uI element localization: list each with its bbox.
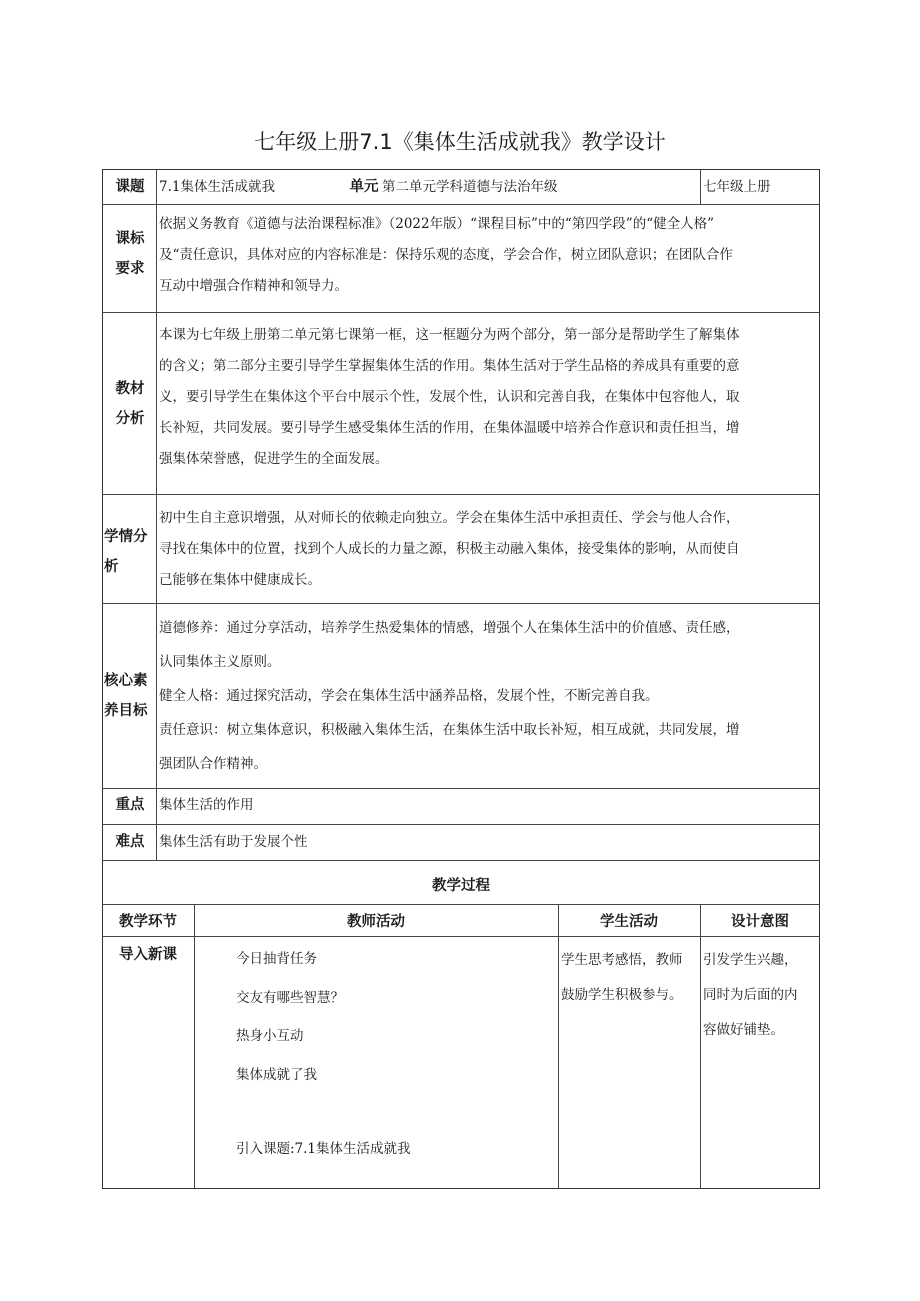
learners-line: 己能够在集体中健康成长。 (159, 572, 321, 588)
learners-line: 寻找在集体中的位置，找到个人成长的力量之源，积极主动融入集体，接受集体的影响，从而使自 (159, 541, 740, 557)
teacher-item: 引入课题:7.1集体生活成就我 (236, 1141, 411, 1157)
material-line: 长补短，共同发展。要引导学生感受集体生活的作用，在集体温暖中培养合作意识和责任担当，增 (159, 420, 740, 436)
teacher-activities (236, 940, 411, 1169)
material-line: 本课为七年级上册第二单元第七课第一框，这一框题分为两个部分，第一部分是帮助学生了解集体 (159, 327, 740, 343)
core-goals-line: 认同集体主义原则。 (159, 654, 281, 670)
teacher-item: 集体成就了我 (236, 1066, 317, 1083)
topic-value: 7.1集体生活成就我 (159, 179, 275, 195)
student-line: 鼓励学生积极参与。 (561, 987, 683, 1003)
material-label: 教材 分析 (115, 381, 145, 427)
difficulty-value: 集体生活有助于发展个性 (159, 834, 308, 850)
learners-label: 学情分 析 (104, 529, 148, 575)
standards-text (159, 209, 818, 302)
intent-line: 引发学生兴趣， (703, 952, 798, 968)
key-point-value: 集体生活的作用 (159, 797, 254, 813)
teacher-item: 热身小互动 (236, 1028, 304, 1044)
process-heading: 教学过程 (432, 878, 490, 894)
intent-line: 容做好铺垫。 (703, 1022, 784, 1038)
col-intent-header: 设计意图 (731, 914, 789, 930)
material-line: 义，要引导学生在集体这个平台中展示个性，发展个性，认识和完善自我，在集体中包容他人，取 (159, 389, 740, 405)
material-text (159, 320, 818, 475)
intent-line: 同时为后面的内 (703, 987, 798, 1003)
col-teacher-header: 教师活动 (347, 914, 405, 930)
col-stage-header: 教学环节 (119, 914, 177, 930)
core-goals-line: 健全人格：通过探究活动，学会在集体生活中涵养品格，发展个性，不断完善自我。 (159, 688, 659, 704)
standards-line: 依据义务教育《道德与法治课程标准》（2022年版）“课程目标”中的“第四学段”的“健全人格” (159, 216, 715, 232)
material-line: 的含义；第二部分主要引导学生掌握集体生活的作用。集体生活对于学生品格的养成具有重要的意 (159, 358, 740, 374)
core-goals-line: 责任意识：树立集体意识，积极融入集体生活，在集体生活中取长补短，相互成就，共同发展，增 (159, 722, 740, 738)
topic-label: 课题 (115, 179, 145, 195)
student-activities (561, 943, 683, 1013)
standards-label: 课标 要求 (115, 231, 145, 277)
standards-line: 互动中增强合作精神和领导力。 (159, 278, 348, 294)
core-goals-line: 强团队合作精神。 (159, 756, 267, 772)
unit-label: 单元 (349, 179, 379, 195)
design-intent (703, 943, 798, 1048)
learners-text (159, 503, 818, 596)
teacher-item: 今日抽背任务 (236, 951, 317, 967)
key-point-label: 重点 (115, 797, 145, 813)
core-goals-label: 核心素 养目标 (104, 673, 148, 719)
student-line: 学生思考感悟，教师 (561, 952, 683, 968)
core-goals-line: 道德修养：通过分享活动，培养学生热爱集体的情感，增强个人在集体生活中的价值感、责任感， (159, 620, 740, 636)
page-title: 七年级上册7.1《集体生活成就我》教学设计 (254, 130, 666, 154)
material-line: 强集体荣誉感，促进学生的全面发展。 (159, 451, 389, 467)
difficulty-label: 难点 (115, 834, 145, 850)
learners-line: 初中生自主意识增强，从对师长的依赖走向独立。学会在集体生活中承担责任、学会与他人合作， (159, 510, 740, 526)
standards-line: 及“责任意识，具体对应的内容标准是：保持乐观的态度，学会合作，树立团队意识；在团队合作 (159, 247, 733, 263)
unit-value: 第二单元学科道德与法治年级 (382, 179, 558, 195)
col-student-header: 学生活动 (600, 914, 658, 930)
teacher-item: 交友有哪些智慧？ (236, 989, 344, 1006)
grade-value: 七年级上册 (703, 179, 771, 195)
stage-name: 导入新课 (119, 947, 177, 963)
core-goals-text (159, 611, 818, 781)
